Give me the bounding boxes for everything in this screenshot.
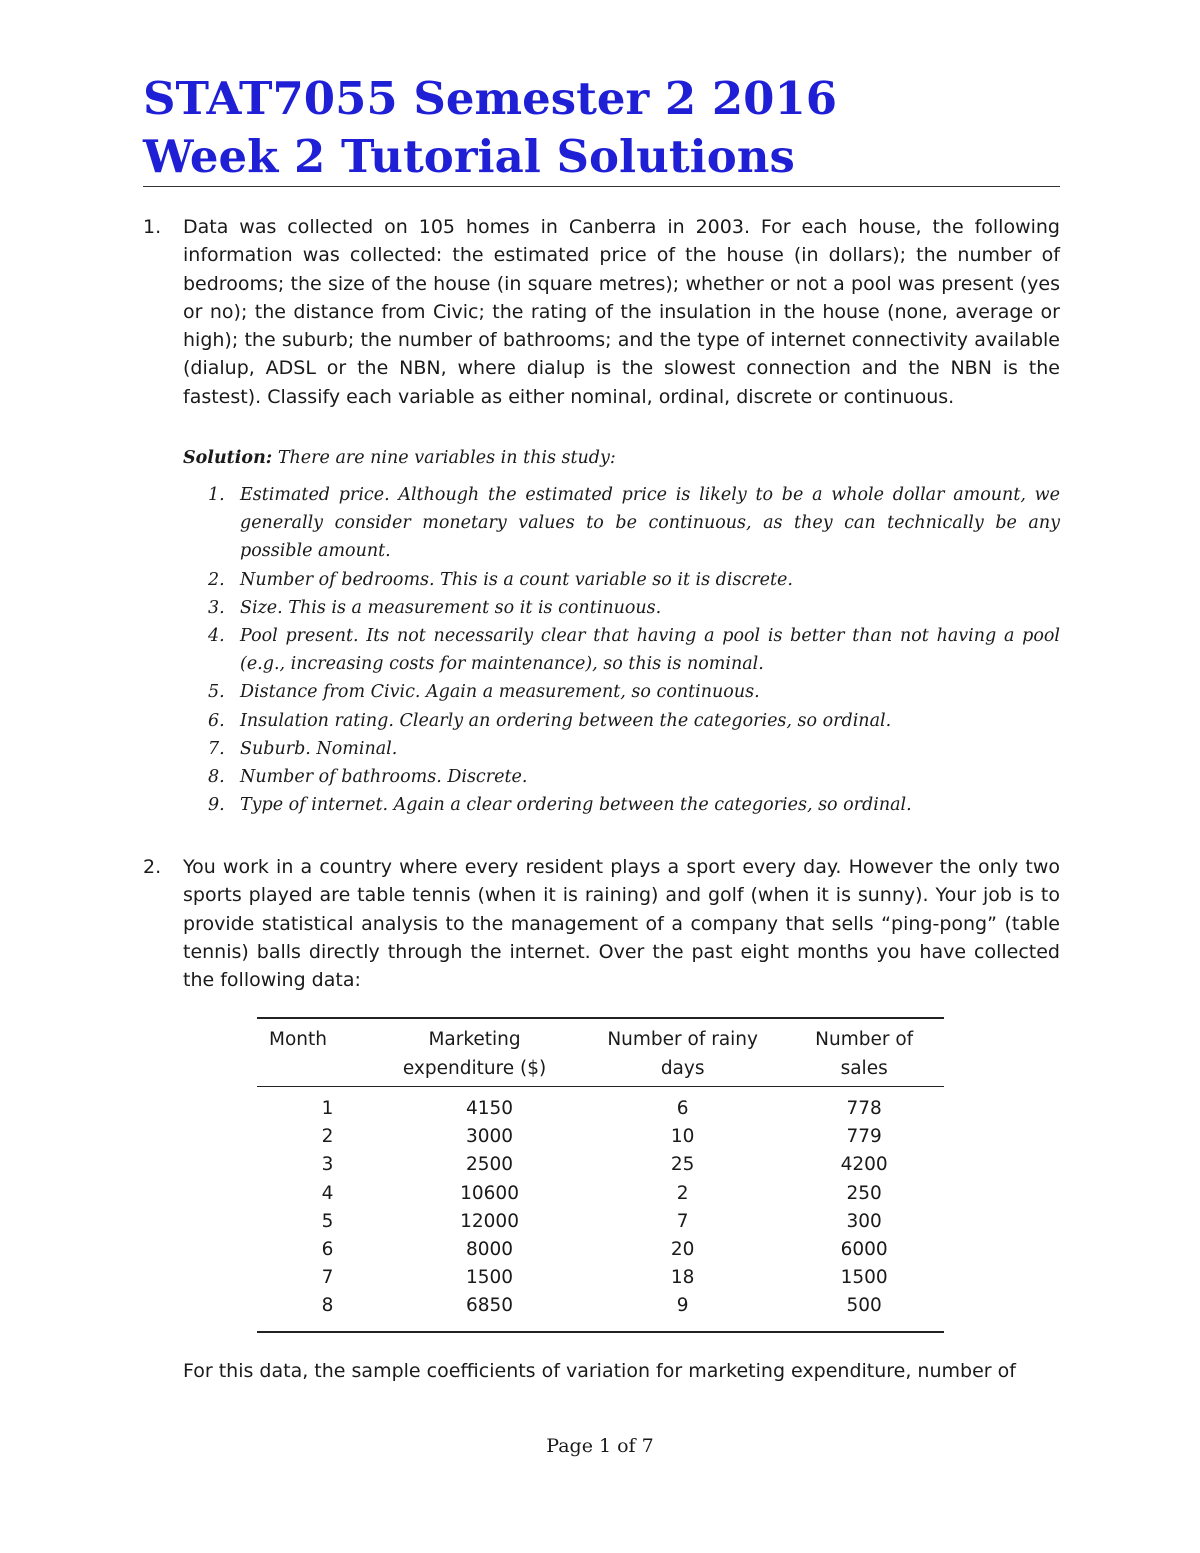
table-header-row [257, 1018, 944, 1087]
cell-sales: 4200 [840, 1154, 888, 1176]
title-line-2: Week 2 Tutorial Solutions [143, 130, 795, 183]
document-title [143, 70, 1063, 186]
cell-month: 6 [321, 1239, 334, 1261]
solution-item-text: Suburb. Nominal. [240, 738, 398, 759]
solution-item-number: 6. [208, 710, 225, 731]
table-row [257, 1208, 944, 1236]
solution-item [183, 707, 1060, 735]
cell-month: 1 [321, 1098, 334, 1119]
cell-marketing: 10600 [460, 1182, 519, 1204]
solution-item-text: Distance from Civic. Again a measurement, so continuous. [240, 682, 760, 703]
solution-item [183, 594, 1060, 622]
solution-item-number: 5. [208, 682, 225, 703]
cell-rainy-days: 20 [670, 1239, 695, 1261]
cell-rainy-days: 9 [676, 1295, 689, 1317]
cell-rainy-days: 10 [670, 1126, 695, 1148]
solution-item-number: 7. [208, 738, 225, 759]
cell-rainy-days: 7 [676, 1210, 689, 1232]
cell-month: 8 [321, 1295, 334, 1317]
cell-rainy-days: 25 [670, 1154, 695, 1176]
column-header-month: Month [269, 1029, 327, 1050]
table-row [257, 1236, 944, 1264]
cell-sales: 6000 [840, 1239, 888, 1261]
solution-item-text: Pool present. Its not necessarily clear that having a pool is better than not having a pool (e.g., increasing costs for maintenance), so this is nominal. [240, 626, 1060, 675]
title-rule [143, 186, 1060, 187]
cell-sales: 778 [846, 1098, 882, 1119]
solution-item-text: Type of internet. Again a clear ordering between the categories, so ordinal. [240, 795, 912, 816]
solution-intro: There are nine variables in this study: [277, 448, 616, 468]
question-2 [143, 853, 1060, 1003]
solution-item [183, 791, 1060, 819]
column-header-sales: Number of sales [815, 1029, 914, 1079]
cell-marketing: 6850 [465, 1295, 514, 1317]
title-line-1: STAT7055 Semester 2 2016 [143, 72, 838, 125]
cell-month: 2 [321, 1126, 334, 1148]
solution-item [183, 622, 1060, 678]
cell-sales: 250 [846, 1182, 882, 1204]
solution-item-text: Number of bathrooms. Discrete. [240, 767, 528, 788]
cell-marketing: 3000 [465, 1126, 514, 1148]
cell-rainy-days: 6 [676, 1098, 689, 1119]
solution-heading [183, 444, 1060, 472]
solution-item [183, 566, 1060, 594]
cell-marketing: 4150 [465, 1098, 514, 1119]
cell-sales: 300 [846, 1210, 882, 1232]
question-number: 2. [143, 856, 162, 878]
solution-item-number: 2. [208, 569, 225, 590]
solution-item [183, 678, 1060, 706]
question-number: 1. [143, 216, 162, 238]
solution-item [183, 735, 1060, 763]
cell-sales: 500 [846, 1295, 882, 1317]
table-row [257, 1264, 944, 1292]
solution-item [183, 763, 1060, 791]
table-row [257, 1292, 944, 1331]
cell-month: 4 [321, 1182, 334, 1204]
solution-list [183, 481, 1060, 819]
solution-item-text: Number of bedrooms. This is a count variable so it is discrete. [240, 569, 793, 590]
column-header-rainy-days: Number of rainy days [607, 1029, 758, 1079]
question-text: Data was collected on 105 homes in Canberra in 2003. For each house, the following information was collected: the estimated price of the house (in dollars); the number of bedrooms; the size of the house (in square metres); whether or not a pool was present (yes or no); the distance from Civic; the rating of the insulation in the house (none, average or high); the suburb; the number of bathrooms; and the type of internet connectivity available (dialup, ADSL or the NBN, where dialup is the slowest connection and the NBN is the fastest). Classify each variable as either nominal, ordinal, discrete or continuous. [183, 216, 1060, 408]
solution-item-number: 1. [208, 485, 225, 505]
solution-item [183, 481, 1060, 566]
cell-marketing: 8000 [465, 1239, 514, 1261]
solution-item-text: Estimated price. Although the estimated price is likely to be a whole dollar amount, we generally consider monetary values to be continuous, as they can technically be any possible amount. [240, 485, 1060, 562]
cell-month: 5 [321, 1210, 334, 1232]
solution-label: Solution: [183, 448, 273, 468]
cell-marketing: 12000 [460, 1210, 519, 1232]
table-row [257, 1123, 944, 1151]
solution-item-text: Insulation rating. Clearly an ordering between the categories, so ordinal. [240, 710, 892, 731]
cell-month: 7 [321, 1267, 334, 1289]
cell-marketing: 1500 [465, 1267, 514, 1289]
cell-sales: 1500 [840, 1267, 888, 1289]
solution-item-number: 4. [208, 626, 225, 647]
solution-item-text: Size. This is a measurement so it is continuous. [240, 597, 662, 618]
solution-item-number: 9. [208, 795, 225, 816]
cell-marketing: 2500 [465, 1154, 514, 1176]
question-1 [143, 213, 1060, 413]
cell-rainy-days: 18 [670, 1267, 695, 1289]
column-header-marketing: Marketing expenditure ($) [402, 1029, 547, 1079]
cell-sales: 779 [846, 1126, 882, 1148]
page-number: Page 1 of 7 [546, 1435, 654, 1457]
table-row [257, 1087, 944, 1124]
solution-item-number: 3. [208, 597, 225, 618]
cell-rainy-days: 2 [676, 1182, 689, 1204]
follow-up-text: For this data, the sample coefficients of variation for marketing expenditure, number of [183, 1360, 1016, 1382]
solution-item-number: 8. [208, 767, 225, 788]
table-row [257, 1180, 944, 1208]
question-text: You work in a country where every resident plays a sport every day. However the only two sports played are table tennis (when it is raining) and golf (when it is sunny). Your job is to provide statistical analysis to the management of a company that sells “ping-pong” (table tennis) balls directly through the internet. Over the past eight months you have collected the following data: [183, 856, 1060, 992]
data-table [257, 1017, 944, 1333]
table-row [257, 1151, 944, 1179]
cell-month: 3 [321, 1154, 334, 1176]
